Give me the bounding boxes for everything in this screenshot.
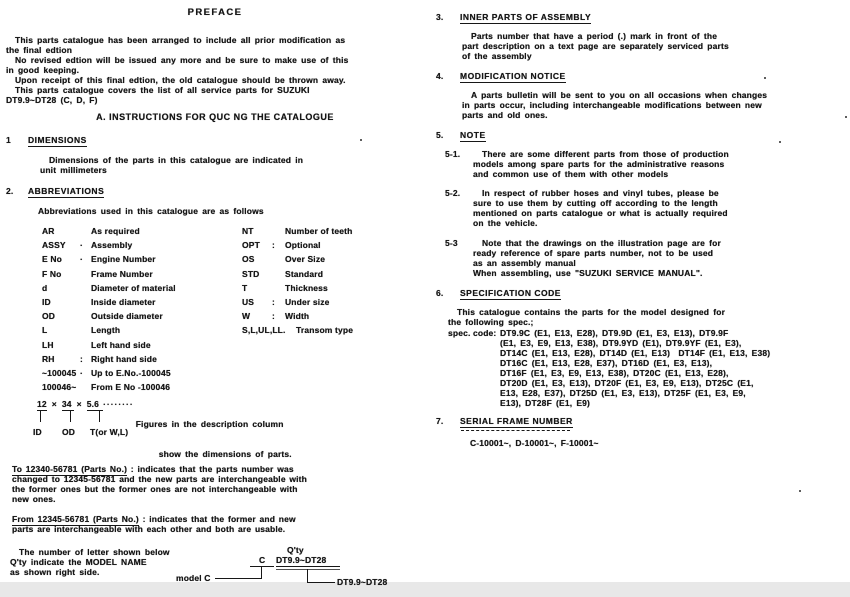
intro-paragraphs bbox=[6, 35, 424, 105]
body-line: There are some different parts from those of production bbox=[482, 149, 729, 159]
abbr-key: S,L,UL,LL bbox=[242, 325, 284, 336]
model-letter: C bbox=[259, 555, 266, 566]
connector-line bbox=[40, 411, 41, 422]
body-line: Dimensions of the parts in this catalogue are indicated in bbox=[49, 155, 304, 165]
scan-speck bbox=[764, 77, 766, 79]
abbreviations-table bbox=[42, 224, 424, 394]
spec-code-label: spec. code: bbox=[448, 328, 497, 338]
abbr-row bbox=[42, 252, 242, 266]
section-number: 4. bbox=[436, 71, 444, 81]
intro-line: DT9.9~DT28 (C, D, F) bbox=[6, 95, 98, 105]
abbr-row bbox=[42, 366, 242, 380]
abbr-separator bbox=[272, 252, 285, 266]
dimension-value: 34 bbox=[61, 399, 72, 410]
abbr-separator bbox=[80, 267, 91, 281]
model-range: DT9.9~DT28 bbox=[276, 555, 327, 566]
intro-line: the final edtion bbox=[6, 45, 73, 55]
left-column bbox=[6, 4, 424, 597]
figure-label: ID bbox=[33, 427, 42, 438]
figure-label: T(or W,L) bbox=[90, 427, 129, 438]
abbr-description: Over Size bbox=[285, 254, 326, 265]
section-title: DIMENSIONS bbox=[28, 135, 87, 145]
spec-line: E13), DT28F (E1, E9) bbox=[500, 398, 590, 408]
leader-dots: ········ bbox=[103, 399, 134, 410]
abbr-separator bbox=[272, 224, 285, 238]
abbr-separator bbox=[272, 281, 285, 295]
note-item-number: 5-1. bbox=[445, 149, 461, 159]
note-item-number: 5-3 bbox=[445, 238, 458, 248]
abbr-key: OS bbox=[242, 254, 255, 265]
scan-speck bbox=[799, 490, 801, 492]
body-line: show the dimensions of parts. bbox=[158, 449, 292, 460]
abbr-separator bbox=[80, 338, 91, 352]
spec-line: E13, E28, E37), DT25D (E1, E3, E13), DT25F (E1, E3, E9, bbox=[500, 388, 746, 398]
spec-line: DT16F (E1, E3, E9, E13, E38), DT20C (E1, E13, E28), bbox=[500, 368, 729, 378]
abbr-key: W bbox=[242, 311, 251, 322]
abbr-row bbox=[42, 295, 242, 309]
body-line: A parts bulletin will be sent to you on all occasions when changes bbox=[471, 90, 768, 100]
body-line: Abbreviations used in this catalogue are as follows bbox=[38, 206, 264, 216]
body-line: of the assembly bbox=[462, 51, 532, 61]
abbr-description: Transom type bbox=[296, 325, 354, 336]
section-4-body bbox=[462, 90, 848, 120]
connector-line bbox=[215, 578, 262, 579]
body-line: mentioned on parts catalogue or what is actually required bbox=[473, 208, 728, 218]
section-3-heading bbox=[436, 12, 848, 24]
body-line: the former ones but the former ones are not interchangeable with bbox=[12, 484, 298, 495]
dimension-value: 5.6 bbox=[86, 399, 100, 410]
body-line: part description on a text page are separately serviced parts bbox=[462, 41, 729, 51]
parts-number-lead: From 12345-56781 (Parts No.) bbox=[12, 514, 139, 525]
intro-line: This parts catalogue covers the list of all service parts for SUZUKI bbox=[15, 85, 310, 95]
abbr-description: From E No -100046 bbox=[91, 382, 171, 393]
dimension-figure bbox=[33, 399, 424, 460]
body-line: unit millimeters bbox=[40, 165, 107, 175]
spec-line: (E1, E3, E9, E13, E38), DT9.9YD (E1), DT9.9YF (E1, E3), bbox=[500, 338, 742, 348]
abbr-description: Thickness bbox=[285, 282, 328, 293]
abbr-key: 100046~ bbox=[42, 382, 77, 393]
abbr-row bbox=[42, 338, 242, 352]
body-line: Parts number that have a period (.) mark in front of the bbox=[471, 31, 718, 41]
intro-line: No revised edtion will be issued any more and be sure to make use of this bbox=[15, 55, 349, 65]
parts-number-lead: To 12340-56781 (Parts No.) bbox=[12, 464, 128, 475]
qty-note bbox=[10, 547, 170, 577]
scan-speck bbox=[360, 139, 362, 141]
abbreviations-left-column bbox=[42, 224, 242, 394]
underline bbox=[250, 566, 274, 567]
section-3-body bbox=[462, 31, 848, 61]
abbr-description: Right hand side bbox=[91, 353, 157, 364]
connector-line bbox=[70, 411, 71, 422]
abbr-description: Number of teeth bbox=[285, 226, 353, 236]
abbr-separator: · bbox=[80, 368, 83, 379]
abbr-separator bbox=[80, 295, 91, 309]
abbr-description: Diameter of material bbox=[91, 282, 176, 293]
section-number: 5. bbox=[436, 130, 444, 140]
abbr-key: NT bbox=[242, 226, 254, 236]
section-1-heading bbox=[6, 135, 424, 147]
section-2-heading bbox=[6, 186, 424, 198]
connector-line bbox=[307, 582, 335, 583]
section-title: SPECIFICATION CODE bbox=[460, 288, 561, 298]
abbr-row bbox=[242, 323, 353, 337]
note-item-body bbox=[473, 238, 721, 278]
section-2-lead bbox=[38, 206, 424, 216]
abbr-description: Outside diameter bbox=[91, 311, 163, 322]
abbr-row bbox=[42, 281, 242, 295]
page-title: PREFACE bbox=[187, 7, 243, 18]
section-4-heading bbox=[436, 71, 848, 83]
abbr-row bbox=[242, 224, 353, 238]
abbr-key: T bbox=[242, 282, 248, 293]
body-line: ready reference of spare parts number, not to be used bbox=[473, 248, 714, 258]
note-item-5-1 bbox=[445, 149, 848, 179]
abbr-description: Width bbox=[285, 311, 310, 322]
abbr-description: Engine Number bbox=[91, 254, 156, 265]
abbr-key: US bbox=[242, 297, 255, 308]
abbr-separator bbox=[80, 380, 91, 394]
connector-line bbox=[99, 411, 100, 422]
dimension-value: 12 bbox=[37, 399, 47, 410]
section-number: 1 bbox=[6, 135, 11, 145]
section-7-heading bbox=[436, 416, 848, 428]
abbr-row bbox=[242, 267, 353, 281]
abbr-description: Inside diameter bbox=[91, 297, 156, 308]
note-item-body bbox=[473, 188, 728, 228]
multiply-sign: × bbox=[76, 399, 82, 410]
right-column bbox=[436, 4, 848, 448]
intro-line: in good keeping. bbox=[6, 65, 80, 75]
section-number: 7. bbox=[436, 416, 444, 426]
spec-line: DT9.9C (E1, E13, E28), DT9.9D (E1, E3, E13), DT9.9F bbox=[500, 328, 729, 338]
note-item-5-3 bbox=[445, 238, 848, 278]
abbr-separator: : bbox=[272, 240, 275, 251]
spec-line: DT14C (E1, E13, E28), DT14D (E1, E13) DT14F (E1, E13, E38) bbox=[500, 348, 771, 358]
spec-line: DT16C (E1, E13, E28, E37), DT16D (E1, E3, E13), bbox=[500, 358, 713, 368]
from-parts-note bbox=[12, 514, 424, 534]
abbr-row bbox=[242, 281, 353, 295]
body-line: : indicates that the former and new bbox=[138, 514, 296, 525]
underline bbox=[276, 566, 340, 567]
section-6-lead bbox=[448, 307, 848, 327]
abbr-row bbox=[42, 352, 242, 366]
section-number: 2. bbox=[6, 186, 14, 196]
body-line: In respect of rubber hoses and vinyl tubes, please be bbox=[482, 188, 719, 198]
note-item-body bbox=[473, 149, 729, 179]
body-line: parts and old ones. bbox=[462, 110, 548, 120]
section-title: SERIAL FRAME NUMBER bbox=[460, 416, 573, 426]
body-line: changed to 12345-56781 and the new parts are interchangeable with bbox=[12, 474, 308, 485]
body-line: Note that the drawings on the illustration page are for bbox=[482, 238, 721, 248]
abbr-key: F No bbox=[42, 268, 62, 279]
abbr-separator: · bbox=[80, 254, 83, 265]
dimension-note bbox=[136, 399, 292, 479]
underline bbox=[276, 569, 340, 570]
section-6-heading bbox=[436, 288, 848, 300]
abbr-description: Assembly bbox=[91, 240, 133, 251]
section-5-heading bbox=[436, 130, 848, 142]
abbr-separator bbox=[272, 267, 285, 281]
multiply-sign: × bbox=[51, 399, 57, 410]
note-item-5-2 bbox=[445, 188, 848, 228]
abbr-description: Under size bbox=[285, 297, 330, 308]
body-line: and common use of them with other models bbox=[473, 169, 669, 179]
body-line: parts are interchangeable with each other and both are usable. bbox=[12, 524, 286, 535]
intro-line: Upon receipt of this final edtion, the old catalogue should be thrown away. bbox=[15, 75, 346, 85]
abbr-row bbox=[42, 267, 242, 281]
body-line: as shown right side. bbox=[10, 567, 100, 578]
abbr-key: d bbox=[42, 282, 48, 293]
body-line: models among spare parts for the administrative reasons bbox=[473, 159, 725, 169]
abbr-description: Length bbox=[91, 325, 121, 336]
abbr-description: Frame Number bbox=[91, 268, 153, 279]
abbr-key: E No bbox=[42, 254, 62, 265]
abbr-row bbox=[242, 238, 353, 252]
body-line: : indicates that the parts number was bbox=[127, 464, 294, 475]
model-callout-label: model C bbox=[176, 573, 211, 584]
abbr-key: ~100045 bbox=[42, 368, 77, 379]
connector-line bbox=[307, 569, 308, 582]
abbr-row bbox=[42, 309, 242, 323]
body-line: in parts occur, including interchangeable modifications between new bbox=[462, 100, 762, 110]
note-item-number: 5-2. bbox=[445, 188, 461, 198]
abbr-key: OD bbox=[42, 311, 56, 322]
spec-line: DT20D (E1, E3, E13), DT20F (E1, E3, E9, E13), DT25C (E1, bbox=[500, 378, 754, 388]
figure-label: OD bbox=[62, 427, 76, 438]
section-title: MODIFICATION NOTICE bbox=[460, 71, 566, 81]
abbr-row bbox=[42, 380, 242, 394]
body-line: sure to use them by cutting off according to the length bbox=[473, 198, 718, 208]
abbr-separator: . bbox=[283, 325, 286, 336]
abbr-separator bbox=[80, 224, 91, 238]
abbr-key: STD bbox=[242, 268, 260, 279]
abbr-key: LH bbox=[42, 339, 54, 350]
body-line: the following spec.; bbox=[448, 317, 534, 327]
abbreviations-right-column bbox=[242, 224, 353, 394]
abbr-key: AR bbox=[42, 226, 55, 236]
abbr-description: As required bbox=[91, 226, 140, 236]
body-line: on the vehicle. bbox=[473, 218, 538, 228]
abbr-row bbox=[42, 238, 242, 252]
abbr-separator: : bbox=[272, 297, 275, 308]
section-a-heading: A. INSTRUCTIONS FOR QUC NG THE CATALOGUE bbox=[96, 112, 334, 122]
section-1-body bbox=[40, 155, 424, 175]
section-number: 6. bbox=[436, 288, 444, 298]
abbr-description: Left hand side bbox=[91, 339, 151, 350]
abbr-key: L bbox=[42, 325, 48, 336]
body-line: Q'ty indicate the MODEL NAME bbox=[10, 557, 147, 568]
abbr-key: ID bbox=[42, 297, 51, 308]
abbr-separator bbox=[80, 281, 91, 295]
body-line: Figures in the description column bbox=[135, 419, 284, 430]
abbr-separator bbox=[80, 323, 91, 337]
qty-column-header: Q'ty bbox=[287, 545, 304, 556]
section-title: NOTE bbox=[460, 130, 486, 140]
range-callout-label: DT9.9~DT28 bbox=[337, 577, 388, 588]
abbr-row bbox=[242, 309, 353, 323]
abbr-description: Standard bbox=[285, 268, 324, 279]
connector-line bbox=[261, 566, 262, 578]
abbr-row bbox=[42, 323, 242, 337]
body-line: When assembling, use "SUZUKI SERVICE MANUAL". bbox=[473, 268, 703, 278]
abbr-row bbox=[242, 252, 353, 266]
section-number: 3. bbox=[436, 12, 444, 22]
abbr-key: OPT bbox=[242, 240, 260, 251]
abbr-separator: : bbox=[80, 353, 83, 364]
abbr-description: Up to E.No.-100045 bbox=[91, 368, 171, 379]
abbr-key: RH bbox=[42, 353, 55, 364]
section-title: ABBREVIATIONS bbox=[28, 186, 105, 196]
body-line: This catalogue contains the parts for the model designed for bbox=[457, 307, 726, 317]
serial-frame-numbers: C-10001~, D-10001~, F-10001~ bbox=[470, 438, 599, 448]
body-line: The number of letter shown below bbox=[19, 547, 170, 558]
abbr-separator bbox=[80, 309, 91, 323]
abbr-separator: · bbox=[80, 240, 83, 251]
abbr-description: Optional bbox=[285, 240, 321, 251]
spec-code-block bbox=[436, 328, 848, 408]
body-line: new ones. bbox=[12, 494, 56, 505]
scan-speck bbox=[779, 141, 781, 143]
abbr-row bbox=[42, 224, 242, 238]
dimension-example bbox=[37, 399, 424, 479]
scan-speck bbox=[845, 116, 847, 118]
abbr-row bbox=[242, 295, 353, 309]
body-line: as an assembly manual bbox=[473, 258, 576, 268]
abbr-separator: : bbox=[272, 311, 275, 322]
abbr-key: ASSY bbox=[42, 240, 66, 251]
intro-line: This parts catalogue has been arranged to include all prior modification as bbox=[15, 35, 346, 45]
qty-model-figure bbox=[6, 545, 424, 597]
section-title: INNER PARTS OF ASSEMBLY bbox=[460, 12, 592, 22]
